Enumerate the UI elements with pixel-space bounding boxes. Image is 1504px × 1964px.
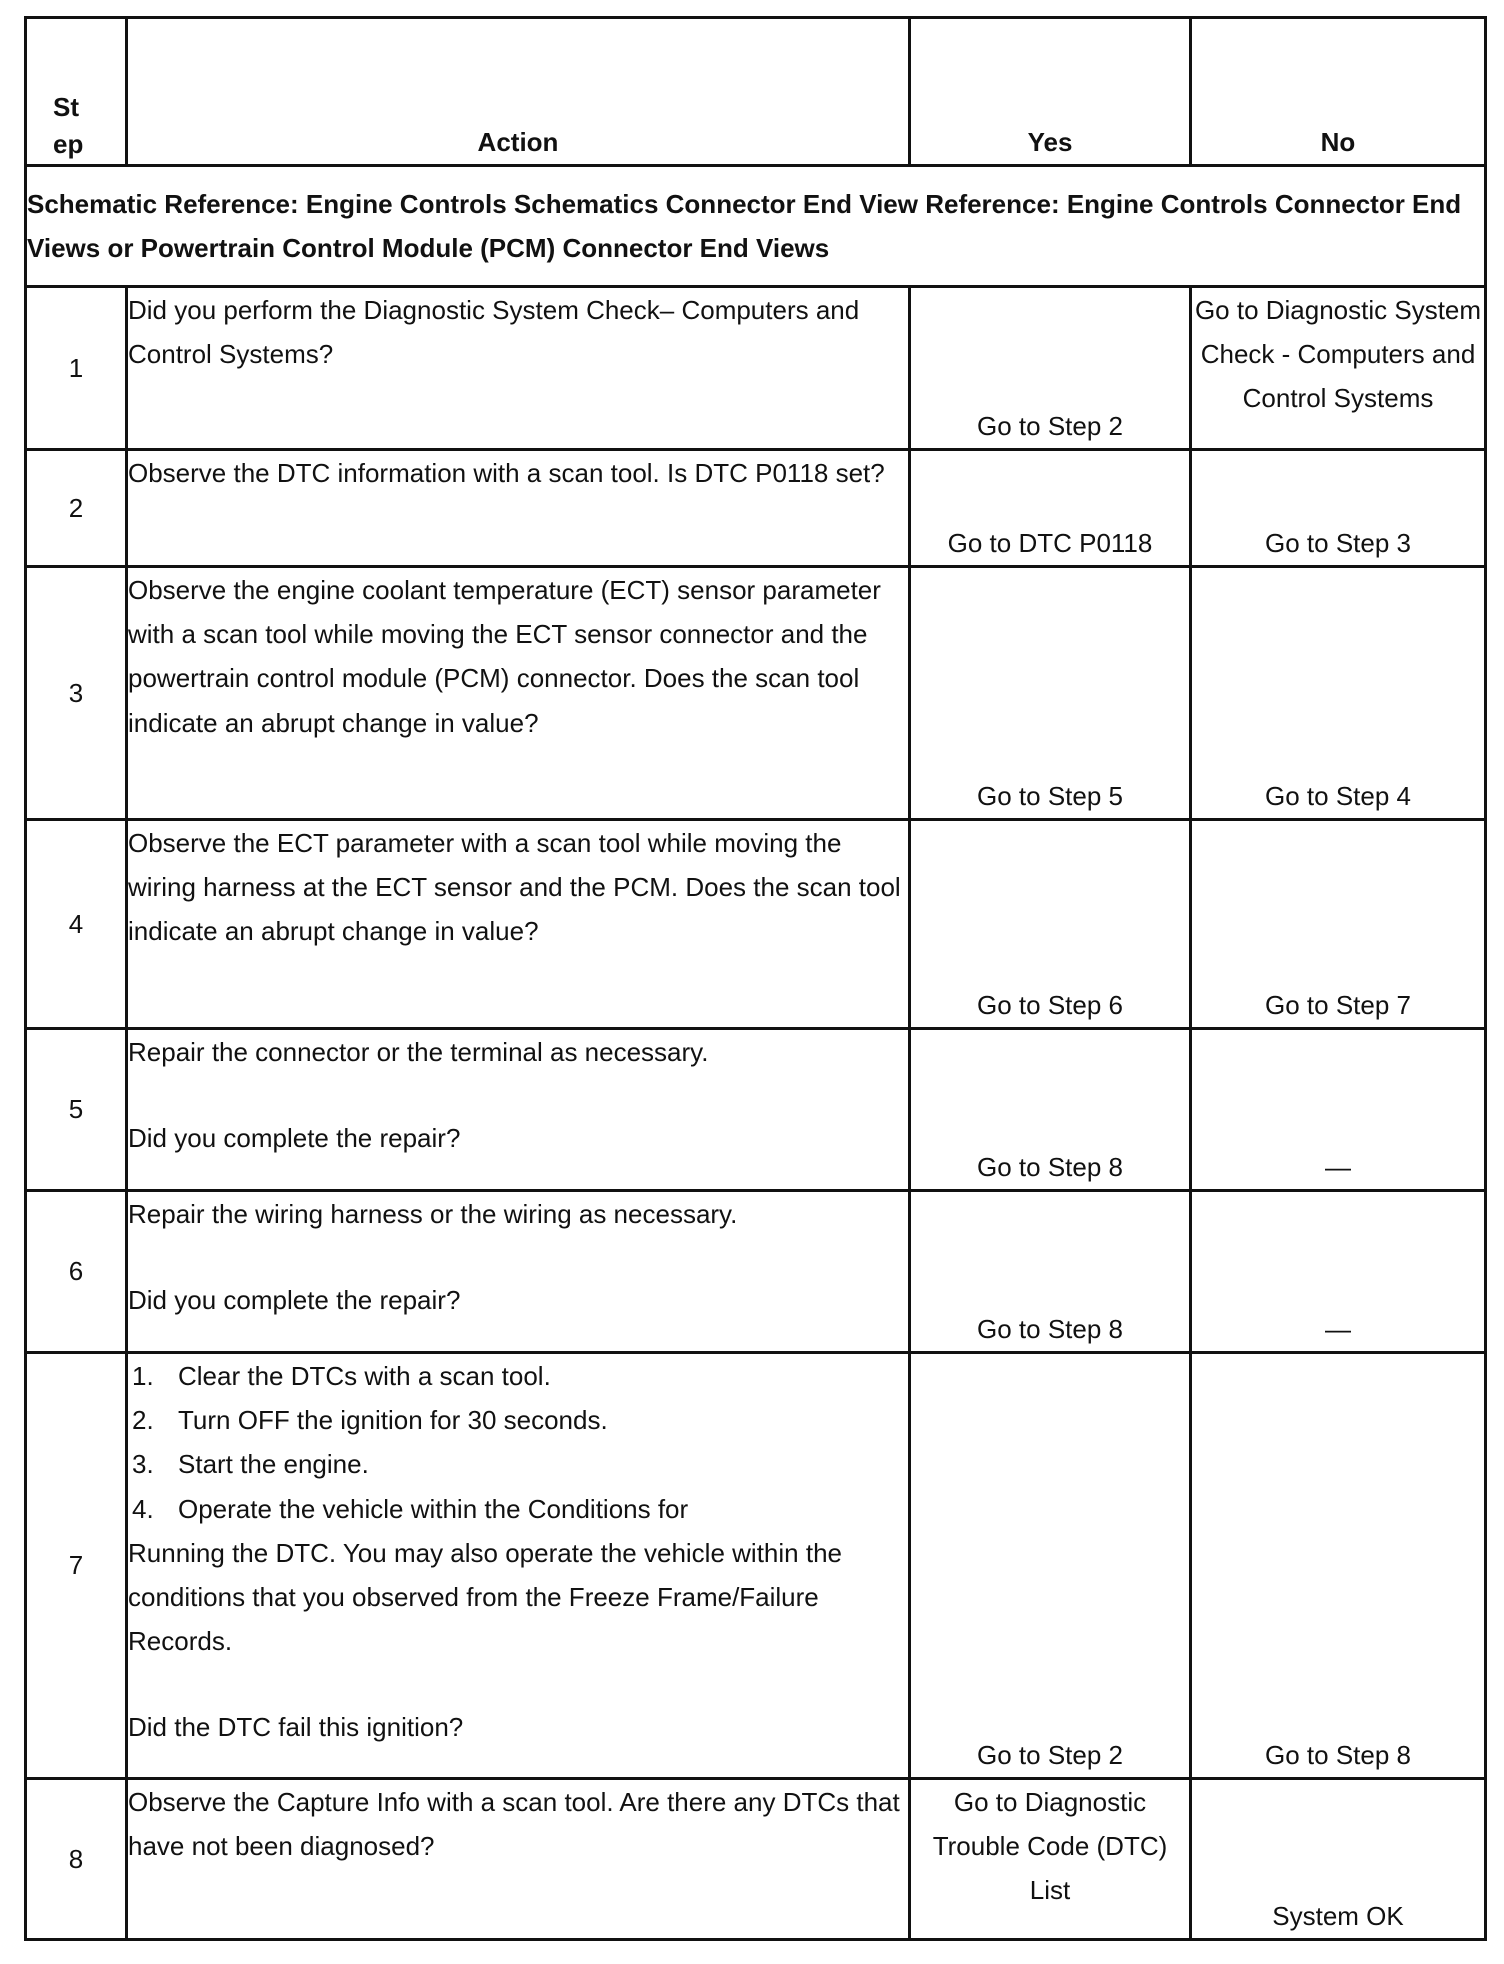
step-action: Did you perform the Diagnostic System Check– Computers and Control Systems?	[127, 287, 910, 450]
header-yes: Yes	[910, 18, 1191, 166]
schematic-reference: Schematic Reference: Engine Controls Schematics Connector End View Reference: Engine Controls Connector End Views or Powertrain Control Module (PCM) Connector End Views	[26, 166, 1486, 287]
step-number: 2	[26, 450, 127, 567]
table-row	[26, 820, 1486, 1029]
yes-result: Go to DTC P0118	[910, 450, 1191, 567]
step-action: Observe the DTC information with a scan tool. Is DTC P0118 set?	[127, 450, 910, 567]
list-item: 3. Start the engine.	[132, 1449, 369, 1480]
step-number: 6	[26, 1191, 127, 1353]
header-row	[26, 18, 1486, 166]
yes-result: Go to Diagnostic Trouble Code (DTC) List	[910, 1779, 1191, 1940]
yes-result: Go to Step 2	[910, 1353, 1191, 1779]
no-result: Go to Step 8	[1191, 1353, 1486, 1779]
no-result: System OK	[1191, 1779, 1486, 1940]
table-row	[26, 450, 1486, 567]
step-action: Observe the ECT parameter with a scan tool while moving the wiring harness at the ECT sensor and the PCM. Does the scan tool indicate an abrupt change in value?	[127, 820, 910, 1029]
no-result: Go to Step 7	[1191, 820, 1486, 1029]
step-number: 3	[26, 567, 127, 820]
list-item: 1. Clear the DTCs with a scan tool.	[132, 1361, 551, 1391]
yes-result: Go to Step 8	[910, 1029, 1191, 1191]
action-question: Did you complete the repair?	[128, 1123, 461, 1154]
step-action	[127, 1191, 910, 1353]
table-row	[26, 1029, 1486, 1191]
step-number: 5	[26, 1029, 127, 1191]
step-action	[127, 1029, 910, 1191]
no-result: Go to Diagnostic System Check - Computers and Control Systems	[1191, 287, 1486, 450]
step-number: 1	[26, 287, 127, 450]
yes-result: Go to Step 6	[910, 820, 1191, 1029]
table-row	[26, 1191, 1486, 1353]
no-result: —	[1191, 1191, 1486, 1353]
reference-row	[26, 166, 1486, 287]
step-number: 8	[26, 1779, 127, 1940]
procedure-list	[128, 1354, 908, 1531]
yes-result: Go to Step 2	[910, 287, 1191, 450]
action-text: Repair the connector or the terminal as necessary.	[128, 1037, 709, 1067]
step-action	[127, 1353, 910, 1779]
step-number: 4	[26, 820, 127, 1029]
step-action: Observe the Capture Info with a scan tool. Are there any DTCs that have not been diagnosed?	[127, 1779, 910, 1940]
step-number: 7	[26, 1353, 127, 1779]
yes-result: Go to Step 8	[910, 1191, 1191, 1353]
no-result: —	[1191, 1029, 1486, 1191]
table-row	[26, 287, 1486, 450]
table-row	[26, 567, 1486, 820]
action-text: Repair the wiring harness or the wiring as necessary.	[128, 1199, 738, 1229]
no-result: Go to Step 4	[1191, 567, 1486, 820]
action-continuation: Running the DTC. You may also operate the vehicle within the conditions that you observed from the Freeze Frame/Failure Records.	[128, 1537, 842, 1657]
action-question: Did the DTC fail this ignition?	[128, 1712, 464, 1743]
list-item: 4. Operate the vehicle within the Conditions for	[132, 1493, 689, 1524]
step-action: Observe the engine coolant temperature (ECT) sensor parameter with a scan tool while moving the ECT sensor connector and the powertrain control module (PCM) connector. Does the scan tool indicate an abrupt change in value?	[127, 567, 910, 820]
table-row	[26, 1779, 1486, 1940]
header-step: St ep	[26, 18, 127, 166]
header-no: No	[1191, 18, 1486, 166]
no-result: Go to Step 3	[1191, 450, 1486, 567]
table-row	[26, 1353, 1486, 1779]
diagnostic-table	[24, 16, 1487, 1941]
header-action: Action	[127, 18, 910, 166]
list-item: 2. Turn OFF the ignition for 30 seconds.	[132, 1405, 608, 1436]
action-question: Did you complete the repair?	[128, 1285, 461, 1316]
yes-result: Go to Step 5	[910, 567, 1191, 820]
